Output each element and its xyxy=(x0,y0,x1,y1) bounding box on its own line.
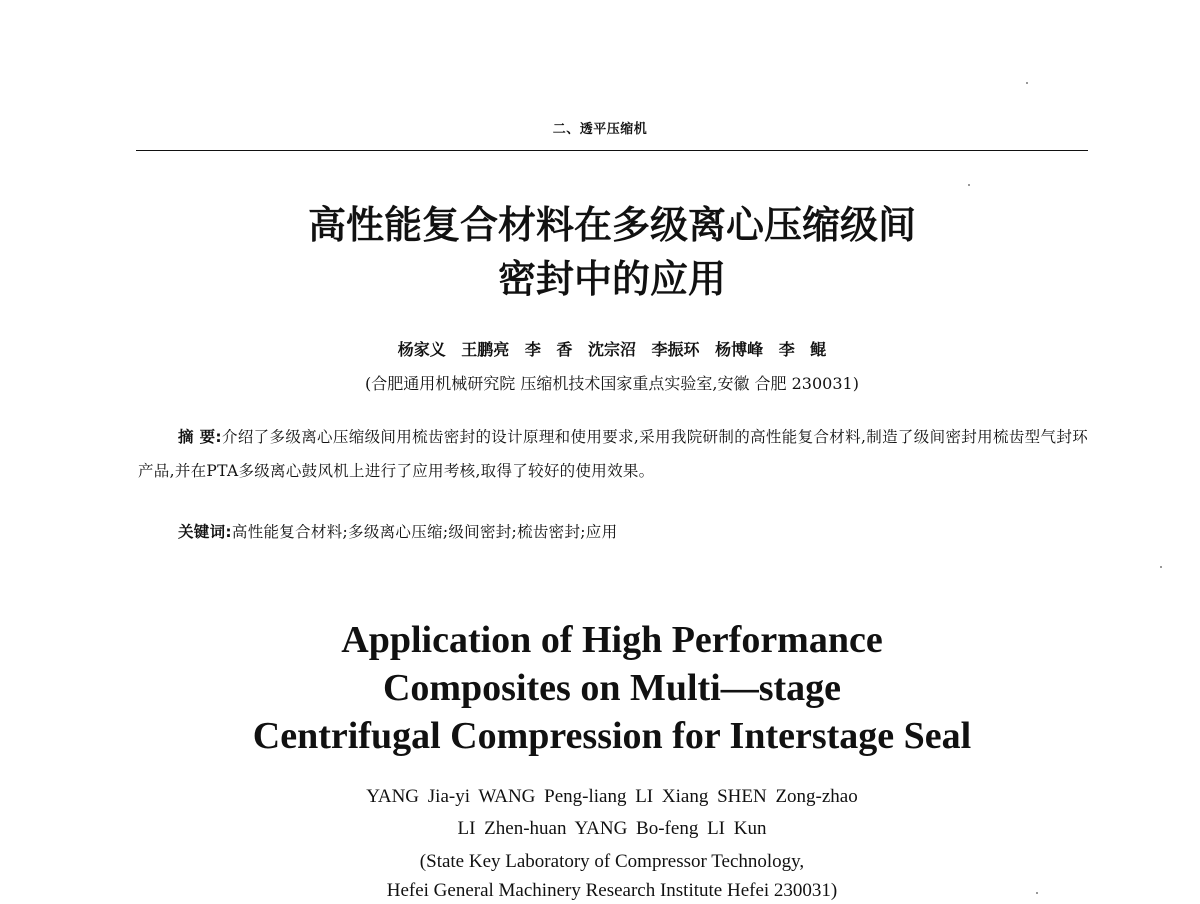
chinese-title-line-2: 密封中的应用 xyxy=(497,256,726,301)
section-header: 二、透平压缩机 xyxy=(552,122,648,137)
english-title-line-3: Centrifugal Compression for Interstage Seal xyxy=(252,715,972,757)
keywords-text: 高性能复合材料;多级离心压缩;级间密封;梳齿密封;应用 xyxy=(231,523,618,541)
chinese-affiliation: (合肥通用机械研究院 压缩机技术国家重点实验室,安徽 合肥 230031) xyxy=(365,374,859,393)
chinese-keywords xyxy=(178,520,1078,542)
scan-speck xyxy=(1160,566,1162,568)
scan-speck xyxy=(968,184,970,186)
keywords-label: 关键词: xyxy=(178,523,232,541)
abstract-label: 摘 要: xyxy=(178,428,222,446)
scan-speck xyxy=(1036,892,1038,894)
english-affiliation-line-1: (State Key Laboratory of Compressor Technology, xyxy=(419,851,805,872)
english-authors-line-1: YANG Jia-yi WANG Peng-liang LI Xiang SHEN Zong-zhao xyxy=(366,786,858,807)
english-title xyxy=(0,616,1200,760)
chinese-authors: 杨家义 王鹏亮 李 香 沈宗沼 李振环 杨博峰 李 鲲 xyxy=(397,340,827,359)
chinese-title xyxy=(0,198,1200,306)
header-rule xyxy=(136,150,1088,151)
chinese-title-line-1: 高性能复合材料在多级离心压缩级间 xyxy=(307,202,916,247)
english-title-line-1: Application of High Performance xyxy=(341,619,883,661)
english-title-line-2: Composites on Multi—stage xyxy=(382,667,842,709)
english-affiliation-line-2: Hefei General Machinery Research Institute Hefei 230031) xyxy=(386,880,838,901)
chinese-abstract xyxy=(138,420,1088,488)
english-authors-line-2: LI Zhen-huan YANG Bo-feng LI Kun xyxy=(457,818,767,839)
abstract-text: 介绍了多级离心压缩级间用梳齿密封的设计原理和使用要求,采用我院研制的高性能复合材料,制造了级间密封用梳齿型气封环产品,并在PTA多级离心鼓风机上进行了应用考核,取得了较好的使用效果。 xyxy=(138,428,1088,480)
scan-speck xyxy=(1026,82,1028,84)
